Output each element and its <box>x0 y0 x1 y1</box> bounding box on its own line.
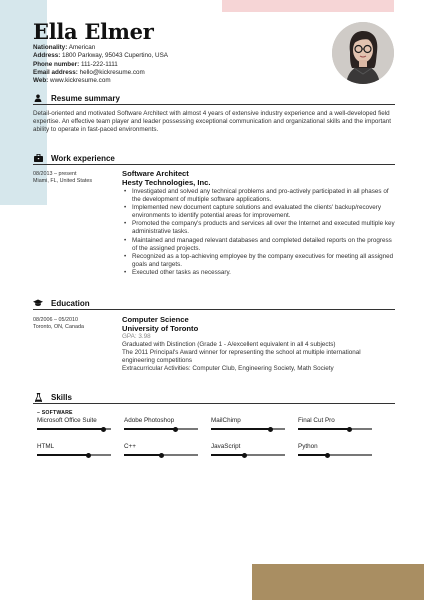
nationality-label: Nationality: <box>33 44 68 51</box>
skill-item <box>37 417 111 430</box>
list-item: • Executed other tasks as necessary. <box>122 269 395 277</box>
contact-info <box>33 44 168 85</box>
skill-item <box>298 443 372 456</box>
list-item: • Recognized as a top-achieving employee by the company executives for meeting all assigned goals and targets. <box>122 253 395 269</box>
education-location: Toronto, ON, Canada <box>33 324 84 331</box>
summary-title: Resume summary <box>51 93 120 103</box>
skills-title: Skills <box>51 392 72 402</box>
profile-photo <box>332 22 394 84</box>
education-detail: Extracurricular Activities: Computer Club, Engineering Society, Math Society <box>122 365 334 373</box>
avatar <box>332 22 394 84</box>
summary-heading <box>33 93 120 103</box>
skill-level-bar <box>37 454 111 456</box>
address-label: Address: <box>33 52 61 60</box>
skill-level-bar <box>211 428 285 430</box>
skill-item <box>211 417 285 430</box>
job-company: Hesty Technologies, Inc. <box>122 178 211 187</box>
skills-category: – SOFTWARE <box>37 410 73 416</box>
education-heading <box>33 298 90 308</box>
skills-heading <box>33 392 72 402</box>
nationality-value: American <box>68 44 96 51</box>
skills-divider <box>33 403 395 404</box>
graduation-cap-icon <box>33 298 43 308</box>
skill-item <box>124 443 198 456</box>
skill-level-bar <box>298 454 372 456</box>
skill-level-knob <box>101 427 106 432</box>
job-location: Miami, FL, United States <box>33 178 93 185</box>
list-item: • Promoted the company's products and services all over the Internet and executed multiple key administrative tasks. <box>122 220 395 236</box>
summary-text: Detail-oriented and motivated Software Architect with almost 4 years of extensive industry experience and a well-developed field expertise. An effective team player and leader possessing exceptional communication and organizational skills and the important ability to operate in fast-paced environments. <box>33 110 391 134</box>
job-title: Software Architect <box>122 169 189 178</box>
skill-level-fill <box>298 454 328 456</box>
skill-label: Adobe Photoshop <box>124 417 175 424</box>
skill-level-bar <box>124 454 198 456</box>
education-meta <box>33 317 84 331</box>
list-item: • Maintained and managed relevant databases and completed detailed reports on the progress of the assigned projects. <box>122 237 395 253</box>
skill-label: Final Cut Pro <box>298 417 335 424</box>
nationality-row <box>33 44 168 52</box>
skill-level-fill <box>37 454 89 456</box>
person-icon <box>33 93 43 103</box>
education-entry <box>122 315 395 373</box>
education-degree: Computer Science <box>122 315 189 324</box>
job-bullets <box>122 188 395 277</box>
email-value[interactable]: hello@kickresume.com <box>79 68 145 76</box>
skill-level-fill <box>211 428 270 430</box>
skill-label: JavaScript <box>211 443 241 450</box>
skill-level-knob <box>325 453 330 458</box>
skill-item <box>124 417 198 430</box>
skill-level-knob <box>173 427 178 432</box>
email-label: Email address: <box>33 68 78 76</box>
skill-level-fill <box>211 454 244 456</box>
address-row <box>33 52 168 60</box>
web-value[interactable]: www.kickresume.com <box>50 77 111 85</box>
skill-level-knob <box>159 453 164 458</box>
education-school: University of Toronto <box>122 324 199 333</box>
skill-level-fill <box>124 428 176 430</box>
candidate-name: Ella Elmer <box>33 19 154 44</box>
list-item: • Investigated and solved any technical problems and pro-actively participated in all phases of the development of multiple software applications. <box>122 188 395 204</box>
skill-level-fill <box>298 428 350 430</box>
education-detail: The 2011 Principal's Award winner for representing the school at multiple international engineering competitions <box>122 349 361 365</box>
education-divider <box>33 309 395 310</box>
education-gpa: GPA: 3.98 <box>122 333 151 340</box>
address-value: 1800 Parkway, 95043 Cupertino, USA <box>62 52 168 60</box>
experience-divider <box>33 164 395 165</box>
phone-value: 111-222-1111 <box>80 60 118 68</box>
phone-row <box>33 61 168 69</box>
phone-label: Phone number: <box>33 60 80 68</box>
job-meta <box>33 171 92 185</box>
skill-level-bar <box>124 428 198 430</box>
skill-label: HTML <box>37 443 55 450</box>
skill-level-fill <box>124 454 161 456</box>
skill-label: C++ <box>124 443 136 450</box>
skill-level-bar <box>211 454 285 456</box>
skill-label: Python <box>298 443 318 450</box>
skill-level-fill <box>37 428 104 430</box>
experience-heading <box>33 153 115 163</box>
skill-item <box>211 443 285 456</box>
skill-level-bar <box>37 428 111 430</box>
job-dates: 08/2013 – present <box>33 171 77 177</box>
summary-divider <box>33 104 395 105</box>
education-detail: Graduated with Distinction (Grade 1 - A/excellent equivalent in all 4 subjects) <box>122 341 336 349</box>
briefcase-icon <box>33 153 43 163</box>
skill-level-bar <box>298 428 372 430</box>
web-label: Web: <box>33 77 49 85</box>
skill-level-knob <box>242 453 247 458</box>
skill-item <box>298 417 372 430</box>
flask-icon <box>33 392 43 402</box>
web-row <box>33 77 168 85</box>
education-dates: 08/2006 – 05/2010 <box>33 317 78 323</box>
skill-label: MailChimp <box>211 417 241 424</box>
job-entry <box>122 169 395 277</box>
experience-title: Work experience <box>51 153 115 163</box>
skill-level-knob <box>86 453 91 458</box>
skill-label: Microsoft Office Suite <box>37 417 97 424</box>
education-title: Education <box>51 298 90 308</box>
email-row <box>33 69 168 77</box>
list-item: • Implemented new document capture solutions and evaluated the clients' backup/recovery environments to identify potential areas for improvement. <box>122 204 395 220</box>
skill-level-knob <box>347 427 352 432</box>
skill-item <box>37 443 111 456</box>
skill-level-knob <box>268 427 273 432</box>
